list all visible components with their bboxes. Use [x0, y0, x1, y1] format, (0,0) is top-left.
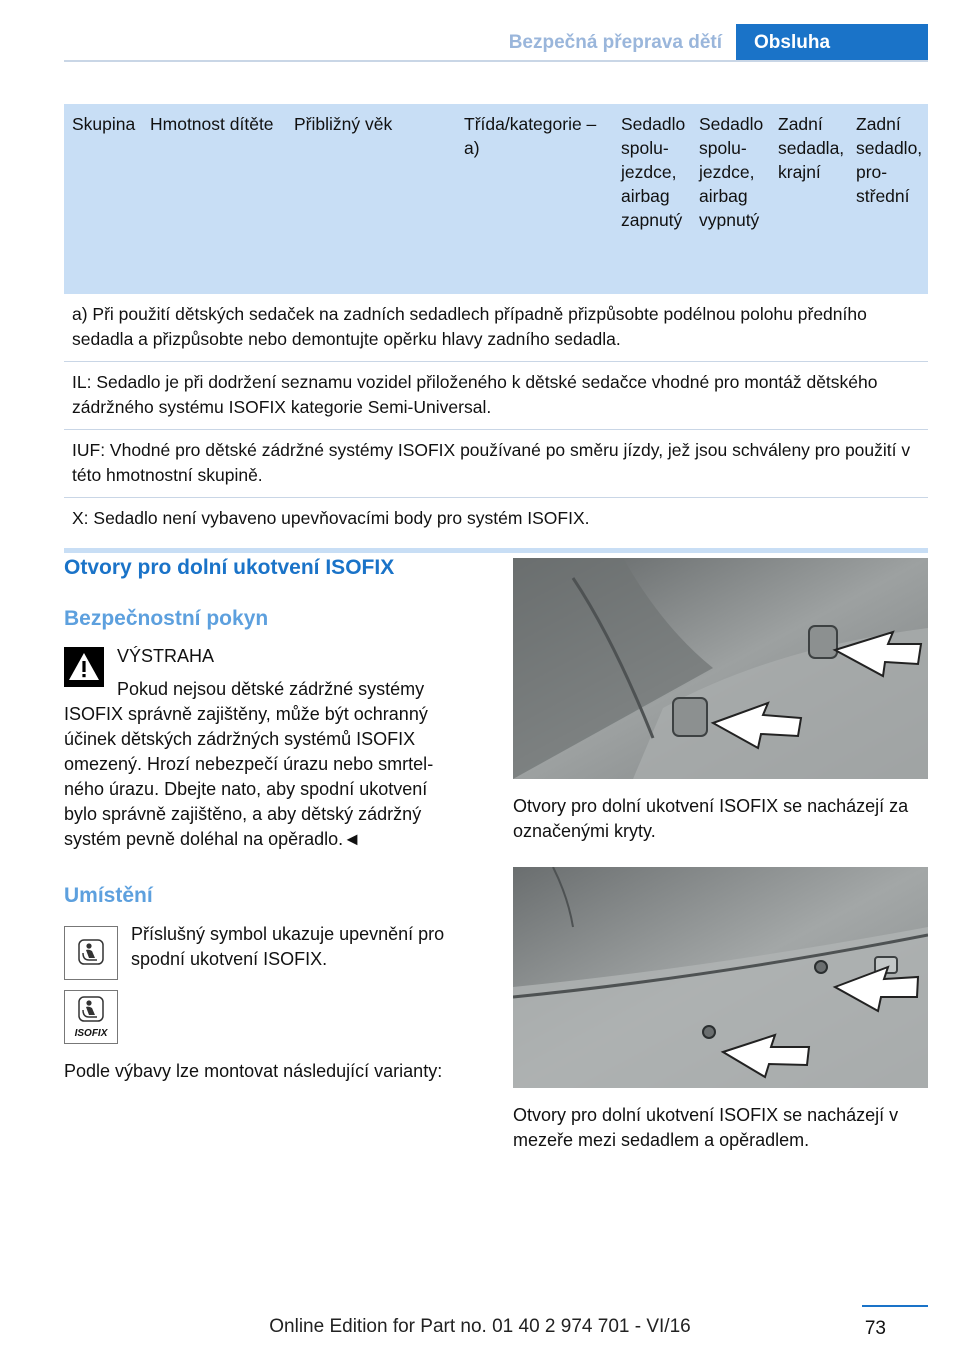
photo-caption: Otvory pro dolní ukotvení ISOFIX se nacházejí za označenými kryty.	[513, 796, 909, 841]
page-number: 73	[864, 1318, 886, 1339]
isofix-table	[64, 104, 928, 553]
table-note-row: a) Při použití dětských sedaček na zadních sedadlech případně přizpůsobte podélnou polohu předního sedadla a přizpůsobte nebo demontujte opěrku hlavy zadního sedadla.	[64, 294, 928, 362]
section-heading: Otvory pro dolní ukotvení ISOFIX	[64, 556, 395, 579]
table-header-cell: Sedadlo spolujezdce, airbag vypnutý	[699, 114, 764, 230]
placement-heading: Umístění	[64, 884, 153, 907]
table-note-row: IL: Sedadlo je při dodržení seznamu vozidel přiloženého k dětské sedačce vhodné pro montáž dětského zádržného systému ISOFIX kategorie Semi-Universal.	[64, 362, 928, 430]
safety-heading: Bezpečnostní pokyn	[64, 607, 269, 630]
isofix-symbol-icon	[64, 990, 118, 1044]
warning-label: VÝSTRAHA	[117, 646, 215, 666]
table-header-cell: Sedadlo spolujezdce, airbag zapnutý	[621, 114, 686, 230]
table-note-row: IUF: Vhodné pro dětské zádržné systémy ISOFIX používané po směru jízdy, jež jsou schváleny pro použití v této hmotnostní skupině.	[64, 430, 928, 498]
table-header-row	[64, 104, 928, 294]
child-seat-symbol-icon	[64, 926, 118, 980]
warning-text-first-line: Pokud nejsou dětské zádržné systémy	[117, 679, 425, 699]
table-header-cell: Přibližný věk	[294, 114, 393, 134]
table-header-cell: Zadní sedadla, krajní	[778, 114, 845, 182]
header-rule	[64, 60, 928, 62]
footer-rule	[862, 1305, 928, 1307]
table-note-row: X: Sedadlo není vybaveno upevňovacími body pro systém ISOFIX.	[72, 508, 590, 528]
seat-gap-anchors-photo	[513, 867, 928, 1088]
table-header-cell: Třída/kategorie – a)	[464, 114, 597, 158]
isofix-symbol-label: ISOFIX	[74, 1028, 108, 1039]
table-header-cell: Hmotnost dítěte	[150, 114, 274, 134]
placement-text: Příslušný symbol ukazuje upevnění pro spodní ukotvení ISOFIX.	[131, 924, 445, 969]
seat-anchor-covers-photo	[513, 558, 928, 779]
variants-text: Podle výbavy lze montovat následující varianty:	[64, 1061, 443, 1081]
warning-text: ISOFIX správně zajištěny, může být ochranný účinek dětských zádržných systémů ISOFIX omezený. Hrozí nebezpečí úrazu nebo smrtelného úrazu. Dbejte nato, aby spodní ukotvení bylo správně zajištěno, a aby dětský zádržný systém pevně doléhal na opěradlo.◄	[64, 704, 434, 849]
header-section-title: Bezpečná přeprava dětí	[508, 32, 722, 53]
table-header-cell: Skupina	[72, 114, 136, 134]
warning-triangle-icon	[64, 647, 104, 687]
photo-caption: Otvory pro dolní ukotvení ISOFIX se nacházejí v mezeře mezi sedadlem a opěradlem.	[513, 1105, 899, 1150]
header-chapter-tab: Obsluha	[736, 24, 928, 62]
table-bottom-rule	[64, 548, 928, 553]
table-header-cell: Zadní sedadlo, prostřední	[856, 114, 923, 206]
footer-edition: Online Edition for Part no. 01 40 2 974 701 - VI/16	[269, 1316, 691, 1337]
